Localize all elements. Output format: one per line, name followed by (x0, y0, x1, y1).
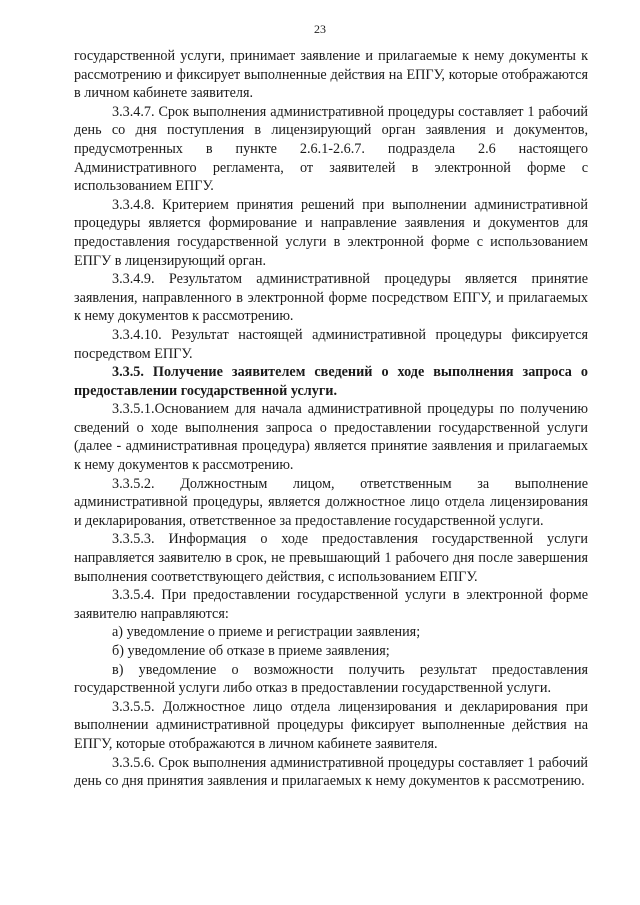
paragraph: 3.3.5.5. Должностное лицо отдела лицензирования и декларирования при выполнении административной процедуры фиксирует выполненные действия на ЕПГУ, которые отображаются в личном кабинете заявителя. (74, 698, 588, 752)
paragraph: 3.3.5.2. Должностным лицом, ответственным за выполнение административной процедуры, является должностное лицо отдела лицензирования и декларирования, ответственное за предоставление государственной услуги. (74, 475, 588, 529)
list-item: в) уведомление о возможности получить результат предоставления государственной услуги либо отказ в предоставлении государственной услуги. (74, 661, 588, 697)
paragraph: 3.3.5.4. При предоставлении государственной услуги в электронной форме заявителю направляются: (74, 587, 588, 622)
paragraph: 3.3.5.3. Информация о ходе предоставления государственной услуги направляется заявителю в срок, не превышающий 1 рабочего дня после завершения выполнения соответствующего действия, с использованием ЕПГУ. (74, 531, 588, 585)
paragraph: 3.3.4.7. Срок выполнения административной процедуры составляет 1 рабочий день со дня поступления в лицензирующий орган заявления и документов, предусмотренных в пункте 2.6.1-2.6.7. подраздела 2.6 настоящего Административного регламента, от заявителей в электронной форме с использованием ЕПГУ. (74, 103, 588, 195)
paragraph: 3.3.4.8. Критерием принятия решений при выполнении административной процедуры является формирование и направление заявления и документов для предоставления государственной услуги в электронной форме с использованием ЕПГУ в лицензирующий орган. (74, 196, 588, 269)
page-body (74, 47, 588, 791)
paragraph: государственной услуги, принимает заявление и прилагаемые к нему документы к рассмотрению и фиксирует выполненные действия на ЕПГУ, которые отображаются в личном кабинете заявителя. (74, 48, 588, 102)
section-heading: 3.3.5. Получение заявителем сведений о ходе выполнения запроса о предоставлении государственной услуги. (74, 364, 588, 399)
paragraph: 3.3.4.9. Результатом административной процедуры является принятие заявления, направленного в электронной форме посредством ЕПГУ, и прилагаемых к нему документов к рассмотрению. (74, 271, 588, 325)
list-item: б) уведомление об отказе в приеме заявления; (112, 643, 390, 659)
paragraph: 3.3.4.10. Результат настоящей административной процедуры фиксируется посредством ЕПГУ. (74, 326, 588, 362)
paragraph: 3.3.5.1.Основанием для начала административной процедуры по получению сведений о ходе выполнения запроса о предоставлении государственной услуги (далее - административная процедура) является принятие заявления и прилагаемых к нему документов к рассмотрению. (74, 401, 588, 474)
paragraph: 3.3.5.6. Срок выполнения административной процедуры составляет 1 рабочий день со дня принятия заявления и прилагаемых к нему документов к рассмотрению. (74, 754, 588, 790)
page-number: 23 (314, 22, 326, 36)
list-item: а) уведомление о приеме и регистрации заявления; (112, 624, 421, 641)
